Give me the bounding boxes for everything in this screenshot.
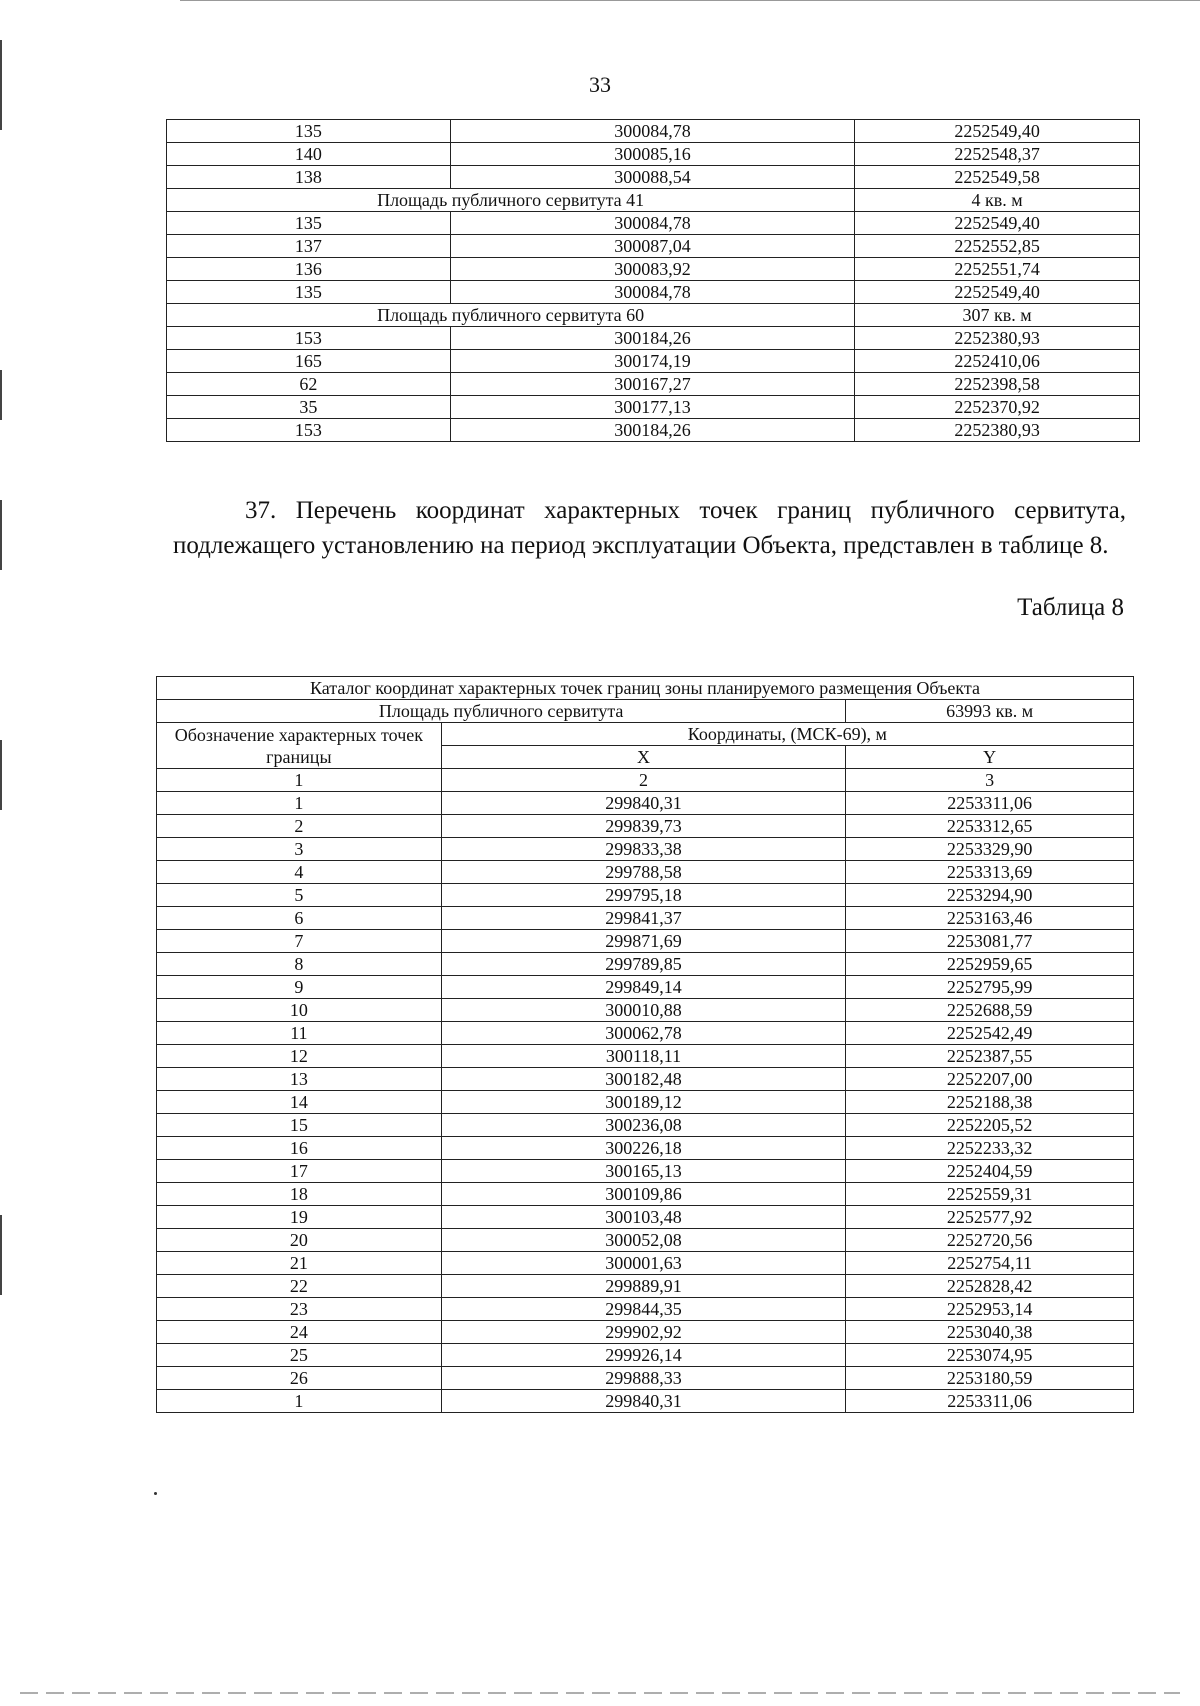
table8-point-header: Обозначение характерных точек границы: [157, 723, 442, 769]
point-cell: 24: [157, 1321, 442, 1344]
table-row: [157, 1206, 1134, 1229]
table8-title: Каталог координат характерных точек границ зоны планируемого размещения Объекта: [157, 677, 1134, 700]
point-cell: 1: [157, 1390, 442, 1413]
paragraph-37: [173, 493, 1126, 563]
table-row: [167, 235, 1140, 258]
x-cell: 300189,12: [441, 1091, 846, 1114]
x-cell: 299902,92: [441, 1321, 846, 1344]
table-row: [157, 815, 1134, 838]
table-row: [157, 1137, 1134, 1160]
table8-colnum: 1: [157, 769, 442, 792]
x-cell: 299839,73: [441, 815, 846, 838]
y-cell: 2253074,95: [846, 1344, 1134, 1367]
table-row: [167, 350, 1140, 373]
y-cell: 2252549,58: [855, 166, 1140, 189]
x-cell: 300118,11: [441, 1045, 846, 1068]
table-row: [157, 953, 1134, 976]
table-row: [157, 1252, 1134, 1275]
point-cell: 7: [157, 930, 442, 953]
point-cell: 15: [157, 1114, 442, 1137]
x-cell: 300088,54: [450, 166, 855, 189]
y-cell: 2252380,93: [855, 419, 1140, 442]
y-cell: 2252688,59: [846, 999, 1134, 1022]
table-row: [157, 1068, 1134, 1091]
point-cell: 136: [167, 258, 451, 281]
point-cell: 9: [157, 976, 442, 999]
x-cell: 299840,31: [441, 792, 846, 815]
point-cell: 18: [157, 1183, 442, 1206]
table8-colnum: 3: [846, 769, 1134, 792]
x-cell: 300165,13: [441, 1160, 846, 1183]
table-row: [157, 1367, 1134, 1390]
x-cell: 300001,63: [441, 1252, 846, 1275]
y-cell: 2253040,38: [846, 1321, 1134, 1344]
y-cell: 2252551,74: [855, 258, 1140, 281]
y-cell: 2252188,38: [846, 1091, 1134, 1114]
table-row: [167, 419, 1140, 442]
x-cell: 299871,69: [441, 930, 846, 953]
y-cell: 2252410,06: [855, 350, 1140, 373]
scan-edge-mark: [0, 500, 2, 570]
table-row: [157, 1275, 1134, 1298]
scan-top-rule: [180, 0, 1200, 1]
point-cell: 1: [157, 792, 442, 815]
table8-area-row: [157, 700, 1134, 723]
y-cell: 2252205,52: [846, 1114, 1134, 1137]
x-cell: 300083,92: [450, 258, 855, 281]
point-cell: 2: [157, 815, 442, 838]
area-label: Площадь публичного сервитута 41: [167, 189, 855, 212]
table-row: [167, 212, 1140, 235]
y-cell: 2252404,59: [846, 1160, 1134, 1183]
table-row: [157, 976, 1134, 999]
x-cell: 300184,26: [450, 419, 855, 442]
point-cell: 22: [157, 1275, 442, 1298]
y-cell: 2252552,85: [855, 235, 1140, 258]
point-cell: 165: [167, 350, 451, 373]
table-row: [167, 143, 1140, 166]
paragraph-text: 37. Перечень координат характерных точек границ публичного сервитута, подлежащего установлению на период эксплуатации Объекта, представлен в таблице 8.: [173, 497, 1126, 559]
y-cell: 2253312,65: [846, 815, 1134, 838]
point-cell: 26: [157, 1367, 442, 1390]
table-row: [157, 1390, 1134, 1413]
table-row: [157, 1344, 1134, 1367]
x-cell: 300103,48: [441, 1206, 846, 1229]
y-cell: 2253081,77: [846, 930, 1134, 953]
page-number: 33: [589, 72, 611, 97]
y-cell: 2253311,06: [846, 1390, 1134, 1413]
y-cell: 2252828,42: [846, 1275, 1134, 1298]
point-cell: 25: [157, 1344, 442, 1367]
table-row: [157, 999, 1134, 1022]
y-cell: 2252720,56: [846, 1229, 1134, 1252]
table-row: [167, 396, 1140, 419]
table8-header-row: [157, 723, 1134, 746]
point-cell: 13: [157, 1068, 442, 1091]
y-cell: 2252542,49: [846, 1022, 1134, 1045]
y-cell: 2252370,92: [855, 396, 1140, 419]
table-row: [157, 792, 1134, 815]
table-row: [157, 838, 1134, 861]
y-cell: 2253311,06: [846, 792, 1134, 815]
point-cell: 140: [167, 143, 451, 166]
x-cell: 300084,78: [450, 212, 855, 235]
y-cell: 2252577,92: [846, 1206, 1134, 1229]
point-cell: 35: [167, 396, 451, 419]
table-row: [167, 120, 1140, 143]
table-row: [157, 1229, 1134, 1252]
scan-dot: [154, 1492, 157, 1495]
y-cell: 2252380,93: [855, 327, 1140, 350]
y-cell: 2253163,46: [846, 907, 1134, 930]
y-cell: 2252387,55: [846, 1045, 1134, 1068]
x-cell: 299789,85: [441, 953, 846, 976]
table-row: [157, 1298, 1134, 1321]
x-cell: 300184,26: [450, 327, 855, 350]
table-8: [156, 676, 1134, 1413]
scan-edge-mark: [0, 370, 2, 420]
coordinates-table-continued: [166, 119, 1140, 442]
x-cell: 299795,18: [441, 884, 846, 907]
table-row: [157, 1321, 1134, 1344]
table-row: [167, 281, 1140, 304]
point-cell: 6: [157, 907, 442, 930]
y-cell: 2253329,90: [846, 838, 1134, 861]
scan-edge-mark: [0, 740, 2, 810]
x-cell: 300010,88: [441, 999, 846, 1022]
point-cell: 153: [167, 419, 451, 442]
x-cell: 300084,78: [450, 281, 855, 304]
scan-bottom-noise: [20, 1692, 1180, 1694]
x-cell: 299844,35: [441, 1298, 846, 1321]
y-cell: 2252549,40: [855, 212, 1140, 235]
y-cell: 2253294,90: [846, 884, 1134, 907]
table8-area-label: Площадь публичного сервитута: [157, 700, 846, 723]
table8-colnum: 2: [441, 769, 846, 792]
y-cell: 2252233,32: [846, 1137, 1134, 1160]
table-row: [167, 166, 1140, 189]
point-cell: 135: [167, 212, 451, 235]
y-cell: 2252549,40: [855, 281, 1140, 304]
point-cell: 14: [157, 1091, 442, 1114]
area-label: Площадь публичного сервитута 60: [167, 304, 855, 327]
point-cell: 135: [167, 120, 451, 143]
point-cell: 20: [157, 1229, 442, 1252]
y-cell: 2252953,14: [846, 1298, 1134, 1321]
x-cell: 299926,14: [441, 1344, 846, 1367]
point-cell: 4: [157, 861, 442, 884]
x-cell: 299849,14: [441, 976, 846, 999]
x-cell: 300167,27: [450, 373, 855, 396]
x-cell: 300052,08: [441, 1229, 846, 1252]
point-cell: 21: [157, 1252, 442, 1275]
x-cell: 300085,16: [450, 143, 855, 166]
x-cell: 300226,18: [441, 1137, 846, 1160]
scan-edge-mark: [0, 1215, 2, 1295]
point-cell: 138: [167, 166, 451, 189]
y-cell: 2252795,99: [846, 976, 1134, 999]
point-cell: 23: [157, 1298, 442, 1321]
table8-title-row: [157, 677, 1134, 700]
point-cell: 17: [157, 1160, 442, 1183]
area-value: 307 кв. м: [855, 304, 1140, 327]
table-row: [157, 861, 1134, 884]
x-cell: 299889,91: [441, 1275, 846, 1298]
x-cell: 299888,33: [441, 1367, 846, 1390]
table8-colnum-row: [157, 769, 1134, 792]
x-cell: 299841,37: [441, 907, 846, 930]
x-cell: 299833,38: [441, 838, 846, 861]
table-row: [167, 327, 1140, 350]
table-row: [157, 1022, 1134, 1045]
point-cell: 153: [167, 327, 451, 350]
y-cell: 2253180,59: [846, 1367, 1134, 1390]
x-cell: 299840,31: [441, 1390, 846, 1413]
table8-y-header: Y: [846, 746, 1134, 769]
point-cell: 16: [157, 1137, 442, 1160]
point-cell: 137: [167, 235, 451, 258]
x-cell: 300084,78: [450, 120, 855, 143]
table8-x-header: X: [441, 746, 846, 769]
table-row: [157, 907, 1134, 930]
x-cell: 300174,19: [450, 350, 855, 373]
area-value: 4 кв. м: [855, 189, 1140, 212]
x-cell: 300177,13: [450, 396, 855, 419]
table8-coords-header: Координаты, (МСК-69), м: [441, 723, 1133, 746]
table-row: [157, 1045, 1134, 1068]
y-cell: 2252548,37: [855, 143, 1140, 166]
point-cell: 11: [157, 1022, 442, 1045]
y-cell: 2252959,65: [846, 953, 1134, 976]
y-cell: 2252559,31: [846, 1183, 1134, 1206]
table-row: [157, 1183, 1134, 1206]
table-row: [167, 373, 1140, 396]
point-cell: 19: [157, 1206, 442, 1229]
point-cell: 10: [157, 999, 442, 1022]
table-row: [157, 930, 1134, 953]
point-cell: 3: [157, 838, 442, 861]
x-cell: 300182,48: [441, 1068, 846, 1091]
point-cell: 8: [157, 953, 442, 976]
point-cell: 12: [157, 1045, 442, 1068]
point-cell: 62: [167, 373, 451, 396]
y-cell: 2252207,00: [846, 1068, 1134, 1091]
table8-area-value: 63993 кв. м: [846, 700, 1134, 723]
table-row: [157, 1160, 1134, 1183]
point-cell: 5: [157, 884, 442, 907]
table-caption: Таблица 8: [1017, 594, 1124, 621]
table-row: [157, 1114, 1134, 1137]
x-cell: 300109,86: [441, 1183, 846, 1206]
y-cell: 2253313,69: [846, 861, 1134, 884]
y-cell: 2252549,40: [855, 120, 1140, 143]
x-cell: 299788,58: [441, 861, 846, 884]
area-row: [167, 304, 1140, 327]
x-cell: 300062,78: [441, 1022, 846, 1045]
table-row: [157, 1091, 1134, 1114]
table-row: [157, 884, 1134, 907]
y-cell: 2252754,11: [846, 1252, 1134, 1275]
y-cell: 2252398,58: [855, 373, 1140, 396]
x-cell: 300087,04: [450, 235, 855, 258]
table-row: [167, 258, 1140, 281]
point-cell: 135: [167, 281, 451, 304]
area-row: [167, 189, 1140, 212]
x-cell: 300236,08: [441, 1114, 846, 1137]
